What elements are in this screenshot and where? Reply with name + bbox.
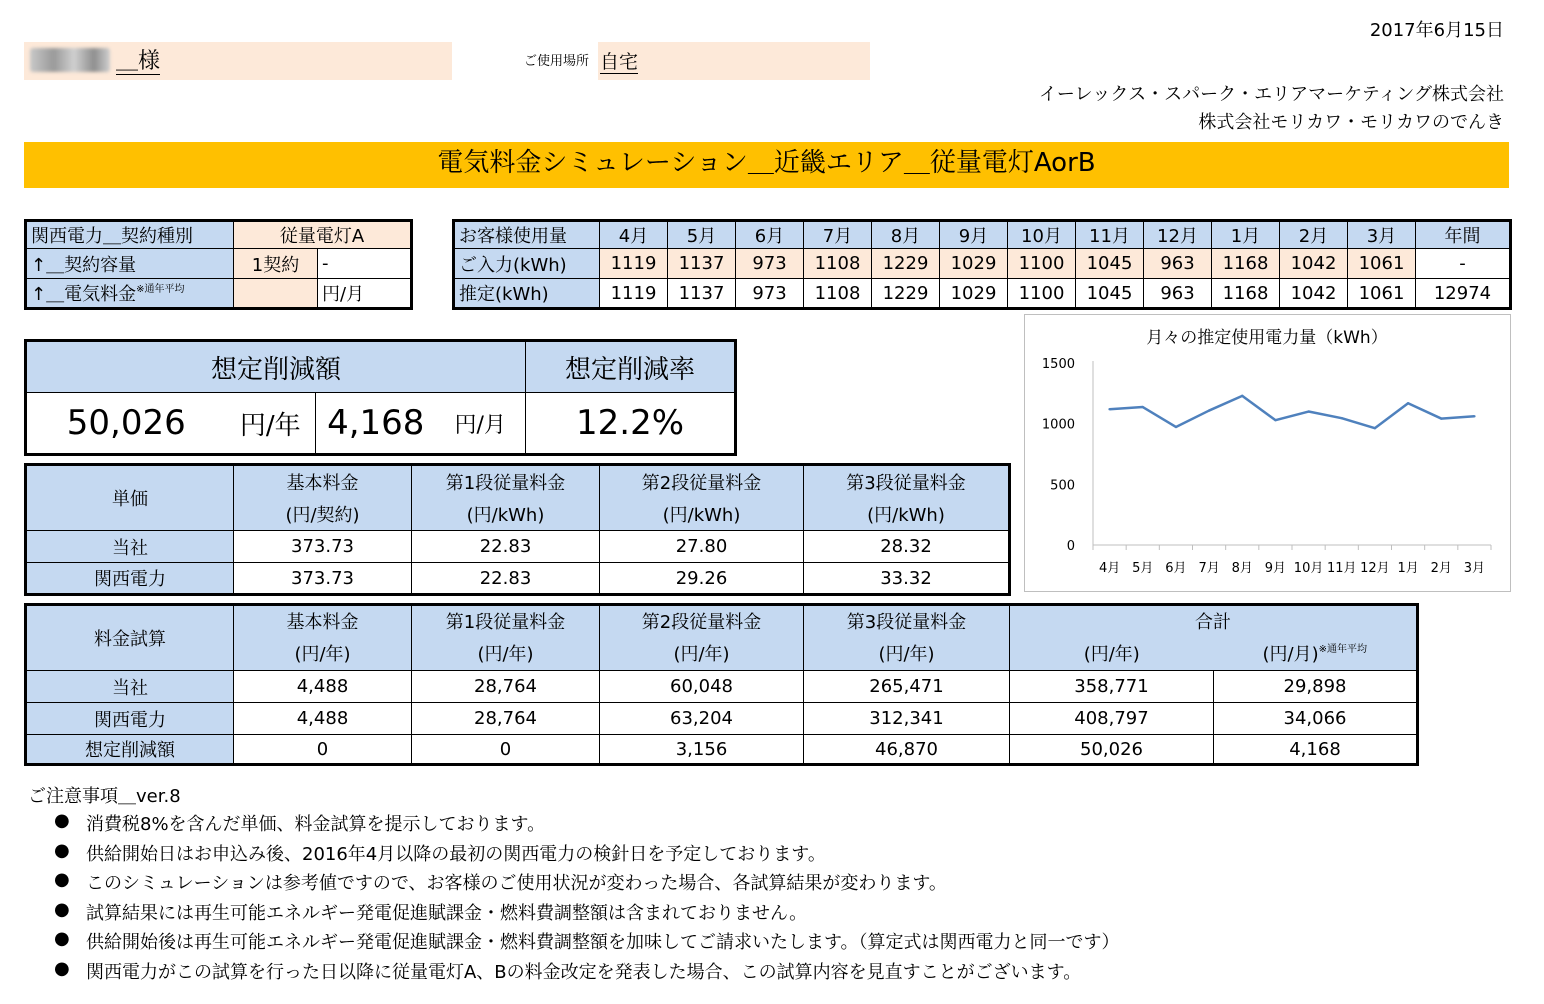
- contract-type-label: 関西電力＿契約種別: [26, 221, 234, 249]
- usage-input-cell: 1168: [1212, 249, 1280, 279]
- chart-x-tick: 12月: [1360, 561, 1390, 576]
- calc-row-label: 関西電力: [26, 703, 234, 735]
- usage-estimate-cell: 1108: [804, 279, 872, 309]
- bullet-icon: ●: [54, 839, 70, 861]
- savings-yearly-value: 50,026: [26, 393, 226, 455]
- usage-month-header: 6月: [736, 221, 804, 249]
- usage-estimate-cell: 1029: [940, 279, 1008, 309]
- usage-header-label: お客様使用量: [454, 221, 600, 249]
- monthly-usage-chart: [1024, 314, 1511, 592]
- chart-data-point: [1274, 419, 1276, 421]
- chart-x-tick: 9月: [1264, 561, 1287, 576]
- calc-cell: 29,898: [1214, 671, 1418, 703]
- unit-cell: 22.83: [412, 531, 600, 563]
- calc-cell: 408,797: [1010, 703, 1214, 735]
- calc-cell: 28,764: [412, 703, 600, 735]
- chart-y-tick: 500: [1050, 478, 1075, 494]
- usage-estimate-cell: 1229: [872, 279, 940, 309]
- savings-monthly-value: 4,168: [316, 393, 436, 455]
- usage-month-header: 9月: [940, 221, 1008, 249]
- calc-total-month-unit: (円/月)$^{※通年平均}$: [1214, 637, 1418, 671]
- unit-col-tier3: 第3段従量料金: [804, 465, 1010, 498]
- usage-month-header: 年間: [1416, 221, 1511, 249]
- unit-col-basic: 基本料金: [234, 465, 412, 498]
- unit-col-tier2-unit: (円/kWh): [600, 498, 804, 531]
- note-item: このシミュレーションは参考値ですので、お客様のご使用状況が変わった場合、各試算結果が変わります。: [86, 873, 947, 894]
- calc-col-tier1-unit: (円/年): [412, 637, 600, 671]
- usage-input-cell: 1119: [600, 249, 668, 279]
- chart-title: 月々の推定使用電力量（kWh）: [1146, 328, 1388, 348]
- chart-data-point: [1175, 426, 1177, 428]
- chart-data-point: [1407, 402, 1409, 404]
- usage-input-cell: 1029: [940, 249, 1008, 279]
- usage-table: [452, 219, 1512, 310]
- usage-estimate-cell: 1061: [1348, 279, 1416, 309]
- calc-cell: 312,341: [804, 703, 1010, 735]
- usage-input-cell: -: [1416, 249, 1511, 279]
- usage-month-header: 3月: [1348, 221, 1416, 249]
- unit-row-label: 関西電力: [26, 563, 234, 595]
- chart-x-tick: 7月: [1198, 561, 1220, 576]
- usage-estimate-cell: 12974: [1416, 279, 1511, 309]
- note-item: 試算結果には再生可能エネルギー発電促進賦課金・燃料費調整額は含まれておりません。: [86, 902, 808, 924]
- calc-col-basic: 基本料金: [234, 605, 412, 637]
- usage-month-header: 5月: [668, 221, 736, 249]
- notes-section: [28, 782, 1328, 992]
- usage-input-cell: 1061: [1348, 249, 1416, 279]
- chart-x-tick: 3月: [1463, 561, 1486, 576]
- calc-col-total: 合計: [1010, 605, 1418, 637]
- chart-y-tick: 1500: [1041, 357, 1075, 372]
- usage-input-cell: 1137: [668, 249, 736, 279]
- chart-data-point: [1473, 415, 1475, 417]
- bullet-icon: ●: [54, 810, 70, 831]
- usage-month-header: 10月: [1008, 221, 1076, 249]
- chart-series-line: [1110, 396, 1475, 428]
- calc-row-label: 想定削減額: [26, 735, 234, 765]
- calc-cell: 4,488: [234, 671, 412, 703]
- unit-cell: 33.32: [804, 563, 1010, 595]
- document-date: 2017年6月15日: [1369, 20, 1504, 41]
- unit-cell: 29.26: [600, 563, 804, 595]
- note-item: 消費税8%を含んだ単価、料金試算を提示しております。: [86, 814, 546, 835]
- usage-month-header: 1月: [1212, 221, 1280, 249]
- company-name-1: イーレックス・スパーク・エリアマーケティング株式会社: [1038, 84, 1504, 105]
- calc-cell: 63,204: [600, 703, 804, 735]
- place-value: 自宅: [600, 51, 639, 73]
- chart-x-tick: 10月: [1293, 561, 1324, 576]
- unit-col-tier1-unit: (円/kWh): [412, 498, 600, 531]
- usage-estimate-cell: 1042: [1280, 279, 1348, 309]
- usage-input-label: ご入力(kWh): [454, 249, 600, 279]
- calc-col-basic-unit: (円/年): [234, 637, 412, 671]
- usage-input-cell: 973: [736, 249, 804, 279]
- page-title: 電気料金シミュレーション＿近畿エリア＿従量電灯AorB: [24, 142, 1509, 188]
- usage-estimate-cell: 1100: [1008, 279, 1076, 309]
- usage-month-header: 11月: [1076, 221, 1144, 249]
- usage-month-header: 2月: [1280, 221, 1348, 249]
- unit-cell: 28.32: [804, 531, 1010, 563]
- contract-capacity-value: 1契約: [234, 249, 318, 279]
- chart-x-tick: 2月: [1430, 561, 1452, 576]
- unit-cell: 373.73: [234, 531, 412, 563]
- redacted-customer-name: [30, 48, 110, 72]
- unit-row-label: 当社: [26, 531, 234, 563]
- usage-input-cell: 1045: [1076, 249, 1144, 279]
- chart-x-tick: 4月: [1098, 561, 1121, 576]
- contract-fee-unit: 円/月: [318, 279, 412, 309]
- note-item: 供給開始後は再生可能エネルギー発電促進賦課金・燃料費調整額を加味してご請求いたします。（算定式は関西電力と同一です）: [86, 932, 1120, 953]
- calc-cell: 46,870: [804, 735, 1010, 765]
- calc-col-tier3-unit: (円/年): [804, 637, 1010, 671]
- calc-cell: 60,048: [600, 671, 804, 703]
- savings-monthly-unit: 円/月: [436, 393, 526, 455]
- usage-estimate-cell: 963: [1144, 279, 1212, 309]
- notes-title: ご注意事項＿ver.8: [28, 786, 181, 807]
- chart-x-tick: 11月: [1326, 561, 1357, 576]
- usage-input-cell: 963: [1144, 249, 1212, 279]
- unit-col-tier1: 第1段従量料金: [412, 465, 600, 498]
- contract-capacity-label: ↑＿契約容量: [26, 249, 234, 279]
- usage-month-header: 4月: [600, 221, 668, 249]
- company-name-2: 株式会社モリカワ・モリカワのでんき: [1198, 112, 1504, 133]
- savings-rate-value: 12.2%: [526, 393, 736, 455]
- usage-estimate-cell: 1119: [600, 279, 668, 309]
- calc-total-year-unit: (円/年): [1010, 637, 1214, 671]
- chart-x-tick: 5月: [1132, 561, 1154, 576]
- usage-estimate-cell: 1137: [668, 279, 736, 309]
- contract-table: [24, 219, 413, 310]
- unit-col-tier2: 第2段従量料金: [600, 465, 804, 498]
- unit-cell: 22.83: [412, 563, 600, 595]
- bullet-icon: ●: [54, 869, 70, 890]
- customer-honorific: ＿様: [116, 49, 161, 74]
- usage-input-cell: 1229: [872, 249, 940, 279]
- savings-amount-label: 想定削減額: [26, 341, 526, 393]
- chart-x-tick: 1月: [1397, 561, 1419, 576]
- calc-cell: 265,471: [804, 671, 1010, 703]
- calc-cell: 28,764: [412, 671, 600, 703]
- chart-data-point: [1341, 417, 1343, 419]
- calc-col-tier2: 第2段従量料金: [600, 605, 804, 637]
- unit-price-row-label: 単価: [26, 465, 234, 531]
- usage-month-header: 7月: [804, 221, 872, 249]
- usage-estimate-cell: 1168: [1212, 279, 1280, 309]
- bullet-icon: ●: [54, 898, 70, 920]
- unit-price-table: [24, 463, 1011, 596]
- usage-input-cell: 1100: [1008, 249, 1076, 279]
- chart-data-point: [1208, 409, 1210, 411]
- usage-estimate-cell: 1045: [1076, 279, 1144, 309]
- usage-estimate-label: 推定(kWh): [454, 279, 600, 309]
- place-label: ご使用場所: [524, 54, 590, 69]
- calc-cell: 34,066: [1214, 703, 1418, 735]
- contract-capacity-extra: -: [318, 249, 412, 279]
- chart-x-tick: 6月: [1165, 561, 1187, 576]
- unit-col-basic-unit: (円/契約): [234, 498, 412, 531]
- contract-fee-label: ↑＿電気料金$^{※通年平均}$: [26, 279, 234, 309]
- calc-cell: 50,026: [1010, 735, 1214, 765]
- usage-month-header: 12月: [1144, 221, 1212, 249]
- fee-calc-table: [24, 603, 1419, 766]
- calc-cell: 4,488: [234, 703, 412, 735]
- note-item: 関西電力がこの試算を行った日以降に従量電灯A、Bの料金改定を発表した場合、この試算内容を見直すことがございます。: [86, 961, 1082, 983]
- calc-col-tier1: 第1段従量料金: [412, 605, 600, 637]
- chart-data-point: [1440, 417, 1442, 419]
- chart-data-point: [1374, 427, 1376, 429]
- chart-data-point: [1241, 395, 1243, 397]
- chart-data-point: [1307, 410, 1309, 412]
- chart-y-tick: 0: [1066, 539, 1075, 554]
- unit-cell: 373.73: [234, 563, 412, 595]
- contract-fee-value: [234, 279, 318, 309]
- calc-row-label: 料金試算: [26, 605, 234, 671]
- chart-x-tick: 8月: [1231, 561, 1253, 576]
- calc-row-label: 当社: [26, 671, 234, 703]
- calc-col-tier2-unit: (円/年): [600, 637, 804, 671]
- savings-table: [24, 339, 737, 456]
- calc-cell: 0: [412, 735, 600, 765]
- unit-col-tier3-unit: (円/kWh): [804, 498, 1010, 531]
- calc-cell: 0: [234, 735, 412, 765]
- chart-y-tick: 1000: [1041, 417, 1075, 433]
- calc-cell: 4,168: [1214, 735, 1418, 765]
- calc-col-tier3: 第3段従量料金: [804, 605, 1010, 637]
- usage-month-header: 8月: [872, 221, 940, 249]
- chart-svg: [1025, 315, 1510, 591]
- bullet-icon: ●: [54, 957, 70, 979]
- savings-yearly-unit: 円/年: [226, 393, 316, 455]
- unit-cell: 27.80: [600, 531, 804, 563]
- calc-cell: 3,156: [600, 735, 804, 765]
- note-item: 供給開始日はお申込み後、2016年4月以降の最初の関西電力の検針日を予定しております。: [86, 843, 826, 865]
- savings-rate-label: 想定削減率: [526, 341, 736, 393]
- usage-input-cell: 1108: [804, 249, 872, 279]
- bullet-icon: ●: [54, 928, 70, 949]
- chart-data-point: [1142, 406, 1144, 408]
- contract-type-value: 従量電灯A: [234, 221, 412, 249]
- usage-estimate-cell: 973: [736, 279, 804, 309]
- usage-input-cell: 1042: [1280, 249, 1348, 279]
- chart-data-point: [1108, 408, 1110, 410]
- calc-cell: 358,771: [1010, 671, 1214, 703]
- place-box: [598, 42, 870, 80]
